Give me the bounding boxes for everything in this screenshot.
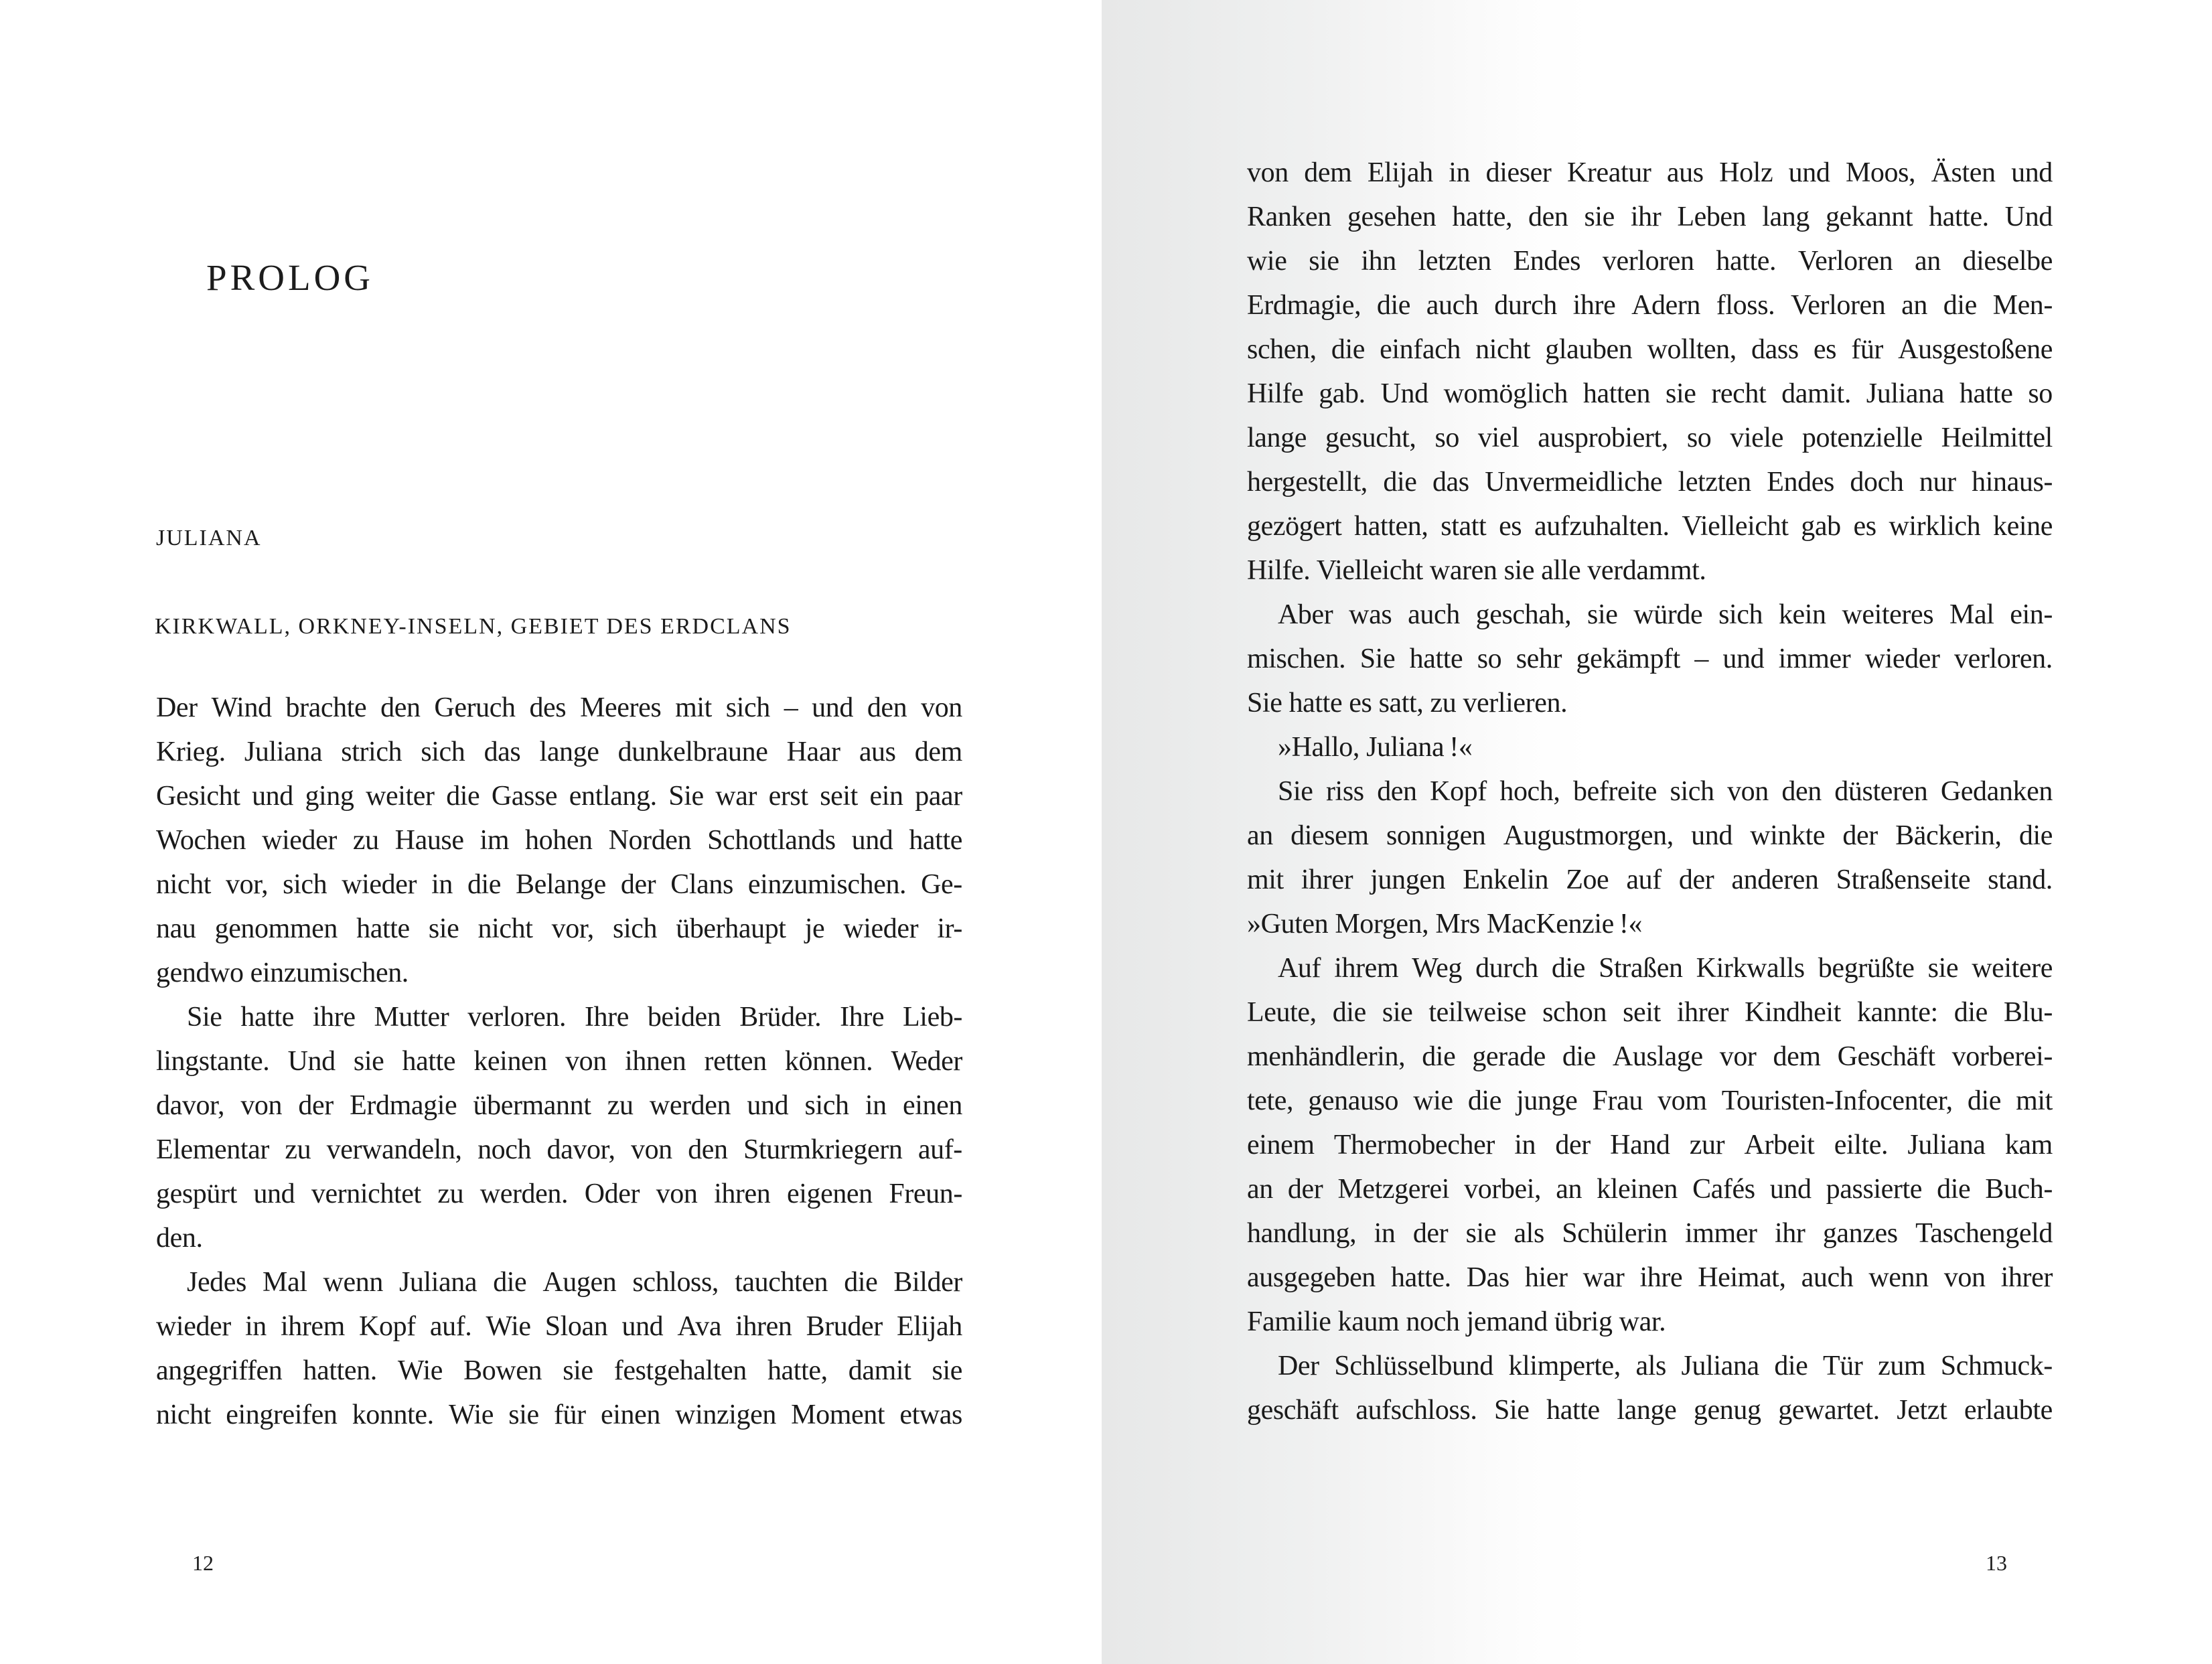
body-line: lingstante. Und sie hatte keinen von ihnen retten können. Weder xyxy=(156,1046,962,1077)
body-line: Elementar zu verwandeln, noch davor, von den Sturmkriegern auf- xyxy=(156,1134,962,1165)
page-number-left: 12 xyxy=(192,1551,214,1575)
body-line: nicht eingreifen konnte. Wie sie für einen winzigen Moment etwas xyxy=(156,1400,962,1430)
body-line: einem Thermobecher in der Hand zur Arbeit eilte. Juliana kam xyxy=(1247,1130,2053,1160)
body-line: Sie hatte es satt, zu verlieren. xyxy=(1247,688,1568,718)
body-line: menhändlerin, die gerade die Auslage vor dem Geschäft vorberei- xyxy=(1247,1041,2053,1072)
body-line: angegriffen hatten. Wie Bowen sie festgehalten hatte, damit sie xyxy=(156,1355,962,1386)
body-line: gezögert hatten, statt es aufzuhalten. Vielleicht gab es wirklich keine xyxy=(1247,511,2053,542)
body-line: Sie riss den Kopf hoch, befreite sich von den düsteren Gedanken xyxy=(1278,776,2053,807)
body-line: geschäft aufschloss. Sie hatte lange genug gewartet. Jetzt erlaubte xyxy=(1247,1395,2053,1426)
body-line: wieder in ihrem Kopf auf. Wie Sloan und Ava ihren Bruder Elijah xyxy=(156,1311,962,1342)
body-line: Ranken gesehen hatte, den sie ihr Leben lang gekannt hatte. Und xyxy=(1247,202,2053,232)
location-heading: KIRKWALL, ORKNEY-INSELN, GEBIET DES ERDCLANS xyxy=(155,614,792,639)
body-line: nau genommen hatte sie nicht vor, sich überhaupt je wieder ir- xyxy=(156,913,962,944)
left-body-text xyxy=(156,686,962,1437)
body-line: Hilfe. Vielleicht waren sie alle verdammt. xyxy=(1247,555,1706,586)
body-line: Aber was auch geschah, sie würde sich kein weiteres Mal ein- xyxy=(1278,599,2053,630)
body-line: nicht vor, sich wieder in die Belange der Clans einzumischen. Ge- xyxy=(156,869,962,900)
chapter-title: PROLOG xyxy=(206,257,374,298)
body-line: Hilfe gab. Und womöglich hatten sie recht damit. Juliana hatte so xyxy=(1247,378,2053,409)
page-number-right: 13 xyxy=(1986,1551,2007,1575)
body-line: Der Schlüsselbund klimperte, als Juliana die Tür zum Schmuck- xyxy=(1278,1351,2053,1381)
body-line: handlung, in der sie als Schülerin immer ihr ganzes Taschengeld xyxy=(1247,1218,2053,1249)
body-line: mit ihrer jungen Enkelin Zoe auf der anderen Straßenseite stand. xyxy=(1247,864,2053,895)
body-line: Erdmagie, die auch durch ihre Adern floss. Verloren an die Men- xyxy=(1247,290,2053,321)
pov-heading: JULIANA xyxy=(156,526,262,550)
body-line: an der Metzgerei vorbei, an kleinen Cafés und passierte die Buch- xyxy=(1247,1174,2053,1205)
body-line: Sie hatte ihre Mutter verloren. Ihre beiden Brüder. Ihre Lieb- xyxy=(187,1002,962,1033)
body-line: hergestellt, die das Unvermeidliche letzten Endes doch nur hinaus- xyxy=(1247,467,2053,498)
body-line: mischen. Sie hatte so sehr gekämpft – und immer wieder verloren. xyxy=(1247,644,2053,674)
body-line: Krieg. Juliana strich sich das lange dunkelbraune Haar aus dem xyxy=(156,737,962,767)
body-line: »Guten Morgen, Mrs MacKenzie !« xyxy=(1247,909,1643,939)
body-line: von dem Elijah in dieser Kreatur aus Holz und Moos, Ästen und xyxy=(1247,157,2053,188)
body-line: Leute, die sie teilweise schon seit ihrer Kindheit kannte: die Blu- xyxy=(1247,997,2053,1028)
body-line: den. xyxy=(156,1223,203,1254)
body-line: ausgegeben hatte. Das hier war ihre Heimat, auch wenn von ihrer xyxy=(1247,1262,2053,1293)
body-line: »Hallo, Juliana !« xyxy=(1278,732,1473,763)
body-line: schen, die einfach nicht glauben wollten, dass es für Ausgestoßene xyxy=(1247,334,2053,365)
body-line: tete, genauso wie die junge Frau vom Touristen-Infocenter, die mit xyxy=(1247,1085,2053,1116)
body-line: davor, von der Erdmagie übermannt zu werden und sich in einen xyxy=(156,1090,962,1121)
right-body-text xyxy=(1247,151,2053,1432)
body-line: Wochen wieder zu Hause im hohen Norden Schottlands und hatte xyxy=(156,825,962,856)
body-line: gendwo einzumischen. xyxy=(156,958,409,988)
body-line: an diesem sonnigen Augustmorgen, und winkte der Bäckerin, die xyxy=(1247,820,2053,851)
body-line: Jedes Mal wenn Juliana die Augen schloss, tauchten die Bilder xyxy=(187,1267,962,1298)
body-line: Familie kaum noch jemand übrig war. xyxy=(1247,1306,1666,1337)
body-line: gespürt und vernichtet zu werden. Oder von ihren eigenen Freun- xyxy=(156,1179,962,1209)
body-line: Gesicht und ging weiter die Gasse entlang. Sie war erst seit ein paar xyxy=(156,781,962,812)
body-line: lange gesucht, so viel ausprobiert, so viele potenzielle Heilmittel xyxy=(1247,423,2053,453)
body-line: Der Wind brachte den Geruch des Meeres mit sich – und den von xyxy=(156,692,962,723)
body-line: wie sie ihn letzten Endes verloren hatte. Verloren an dieselbe xyxy=(1247,246,2053,277)
body-line: Auf ihrem Weg durch die Straßen Kirkwalls begrüßte sie weitere xyxy=(1278,953,2053,984)
